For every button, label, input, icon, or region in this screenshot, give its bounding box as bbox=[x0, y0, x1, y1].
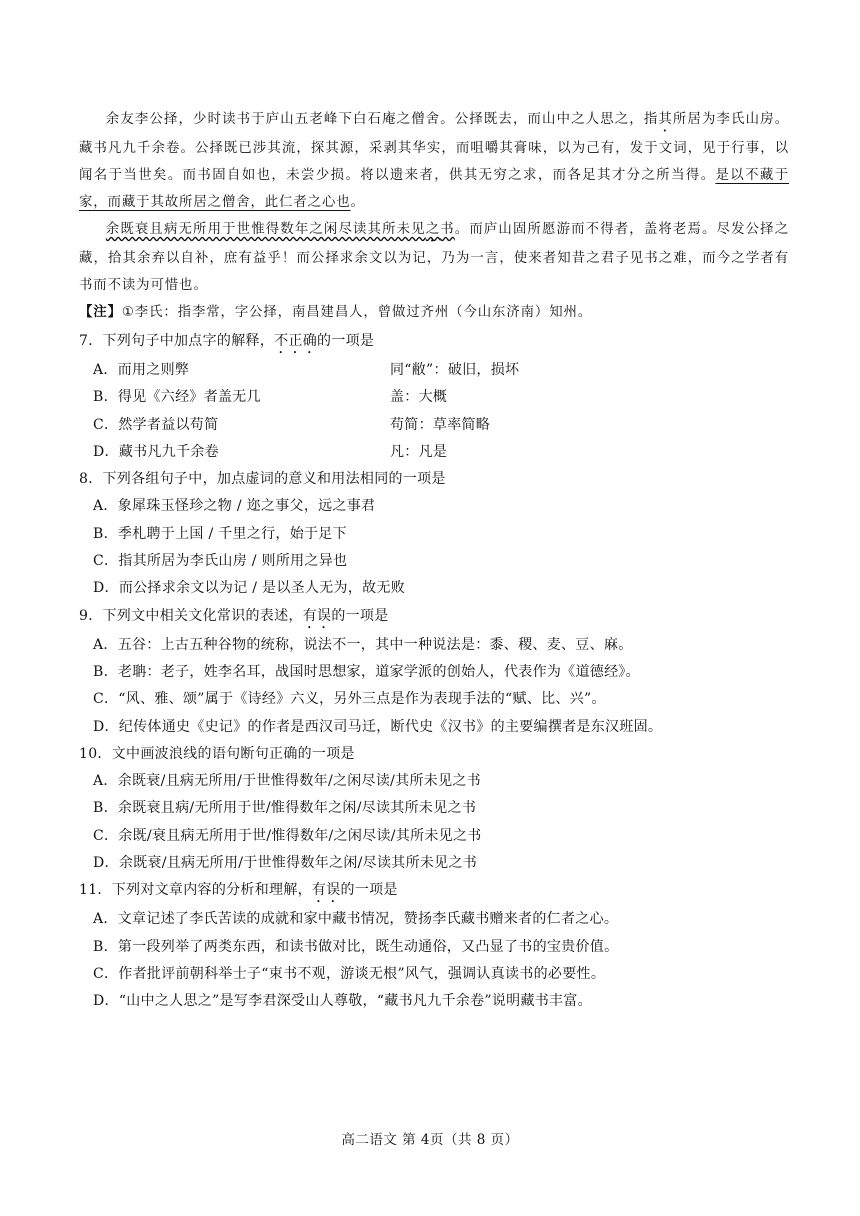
stem-text: 7．下列句子中加点字的解释， bbox=[79, 333, 275, 349]
option-d[interactable] bbox=[79, 439, 799, 466]
option-a[interactable]: A．象犀珠玉怪珍之物 / 迩之事父，远之事君 bbox=[93, 498, 376, 515]
option-c[interactable]: C．作者批评前朝科举士子“束书不观，游谈无根”风气，强调认真读书的必要性。 bbox=[93, 965, 606, 982]
option-b[interactable]: B．余既衰且病/无所用于世/惟得数年之闲/尽读其所未见之书 bbox=[93, 800, 477, 817]
option-c[interactable]: C．指其所居为李氏山房 / 则所用之异也 bbox=[93, 553, 348, 570]
stem-text: 的一项是 bbox=[331, 607, 389, 624]
question-9 bbox=[79, 603, 799, 741]
stem-text: 的一项是 bbox=[317, 333, 375, 349]
option-explanation: 同“敝”：破旧，损坏 bbox=[390, 362, 520, 378]
option-b[interactable]: B．第一段列举了两类东西，和读书做对比，既生动通俗，又凸显了书的宝贵价值。 bbox=[93, 938, 619, 955]
passage-paragraph-2 bbox=[79, 216, 789, 299]
option-list bbox=[79, 493, 799, 602]
stem-text: 9．下列文中相关文化常识的表述， bbox=[79, 607, 303, 624]
option-list bbox=[79, 357, 799, 466]
option-explanation: 凡：凡是 bbox=[390, 443, 448, 460]
option-d[interactable]: D．纪传体通史《史记》的作者是西汉司马迁，断代史《汉书》的主要编撰者是东汉班固。 bbox=[93, 718, 663, 735]
question-stem: 8．下列各组句子中，加点虚词的意义和用法相同的一项是 bbox=[79, 471, 446, 488]
question-stem bbox=[79, 603, 799, 632]
option-a[interactable]: A．余既衰/且病无所用/于世惟得数年/之闲尽读/其所未见之书 bbox=[93, 773, 481, 790]
option-list bbox=[79, 906, 799, 1015]
option-c[interactable]: C．“风、雅、颂”属于《诗经》六义，另外三点是作为表现手法的“赋、比、兴”。 bbox=[93, 691, 606, 708]
option-c[interactable] bbox=[79, 412, 799, 439]
dotted-emphasis: 不正确 bbox=[274, 333, 318, 349]
option-b[interactable]: B．老聃：老子，姓李名耳，战国时思想家，道家学派的创始人，代表作为《道德经》。 bbox=[93, 663, 640, 680]
passage-note bbox=[79, 299, 789, 326]
option-sentence: A．而用之则弊 bbox=[93, 362, 190, 378]
question-list bbox=[79, 328, 799, 1016]
passage-paragraph-1 bbox=[79, 106, 789, 216]
stem-text: 的一项是 bbox=[340, 882, 398, 899]
passage-text: 。而庐山固所愿游而不得者，盖将老焉。尽发公择之藏，拾其余弃以自补，庶有益乎！而公择求余文以为记，乃为一言，使来者知昔之君子见书之难，而今之学者有书而不读为可惜也。 bbox=[79, 222, 789, 293]
dotted-char: 其 bbox=[658, 112, 673, 127]
option-d[interactable]: D．余既衰/且病无所用/于世惟得数年之闲/尽读其所未见之书 bbox=[93, 855, 478, 872]
reading-passage bbox=[79, 106, 789, 326]
option-b[interactable]: B．季札聘于上国 / 千里之行，始于足下 bbox=[93, 525, 347, 542]
option-a[interactable]: A．五谷：上古五种谷物的统称，说法不一，其中一种说法是：黍、稷、麦、豆、麻。 bbox=[93, 636, 633, 653]
wavy-underlined-sentence: 书 bbox=[440, 222, 455, 237]
option-a[interactable]: A．文章记述了李氏苦读的成就和家中藏书情况，赞扬李氏藏书赠来者的仁者之心。 bbox=[93, 911, 619, 928]
question-stem bbox=[79, 328, 799, 357]
passage-text: 余友李公择，少时读书于庐山五老峰下白石庵之僧舍。公择既去，而山中之人思之，指 bbox=[105, 112, 659, 127]
option-list bbox=[79, 768, 799, 877]
option-b[interactable] bbox=[79, 384, 799, 411]
dotted-emphasis: 有误 bbox=[311, 882, 341, 899]
note-text: ①李氏：指李常，字公择，南昌建昌人，曾做过齐州（今山东济南）知州。 bbox=[121, 305, 593, 320]
option-sentence: D．藏书凡九千余卷 bbox=[93, 443, 219, 460]
option-d[interactable]: D．“山中之人思之”是写李君深受山人尊敬，“藏书凡九千余卷”说明藏书丰富。 bbox=[93, 993, 592, 1010]
passage-text: 。 bbox=[350, 195, 365, 210]
question-stem bbox=[79, 877, 799, 906]
page-footer: 高二语文 第 4页（共 8 页） bbox=[341, 1132, 519, 1148]
option-sentence: B．得见《六经》者盖无几 bbox=[93, 389, 261, 406]
question-8 bbox=[79, 466, 799, 602]
option-explanation: 苟简：草率简略 bbox=[390, 416, 491, 433]
option-a[interactable] bbox=[79, 357, 799, 384]
note-tag: 【注】 bbox=[79, 305, 122, 320]
option-d[interactable]: D．而公择求余文以为记 / 是以圣人无为，故无败 bbox=[93, 580, 406, 597]
question-stem: 10．文中画波浪线的语句断句正确的一项是 bbox=[79, 745, 355, 762]
option-list bbox=[79, 632, 799, 741]
option-explanation: 盖：大概 bbox=[390, 389, 448, 406]
question-7 bbox=[79, 328, 799, 466]
underlined-sentence: 是以不藏于家，而藏于其故所居之僧舍，此仁者之心也 bbox=[79, 168, 789, 210]
stem-text: 11．下列对文章内容的分析和理解， bbox=[79, 882, 312, 899]
question-10 bbox=[79, 741, 799, 877]
wavy-underlined-sentence: 余既衰且病无所用于世惟得数年之闲尽读其所未见 bbox=[105, 222, 426, 237]
question-11 bbox=[79, 877, 799, 1015]
option-sentence: C．然学者益以苟简 bbox=[93, 416, 219, 433]
option-c[interactable]: C．余既/衰且病无所用于世/惟得数年/之闲尽读/其所未见之书 bbox=[93, 827, 482, 844]
dotted-emphasis: 有误 bbox=[302, 607, 332, 624]
passage-text: 所居为李氏山房。藏书凡九千余卷。公择既已涉其流，探其源，采剥其华实，而咀嚼其膏味，以为己有，发于文词，见于行事，以闻名于当世矣。而书固自如也，未尝少损。将以遗来者，供其无穷之求，而各足其才分之所当得。 bbox=[79, 112, 790, 183]
dotted-char: 之 bbox=[425, 222, 441, 237]
